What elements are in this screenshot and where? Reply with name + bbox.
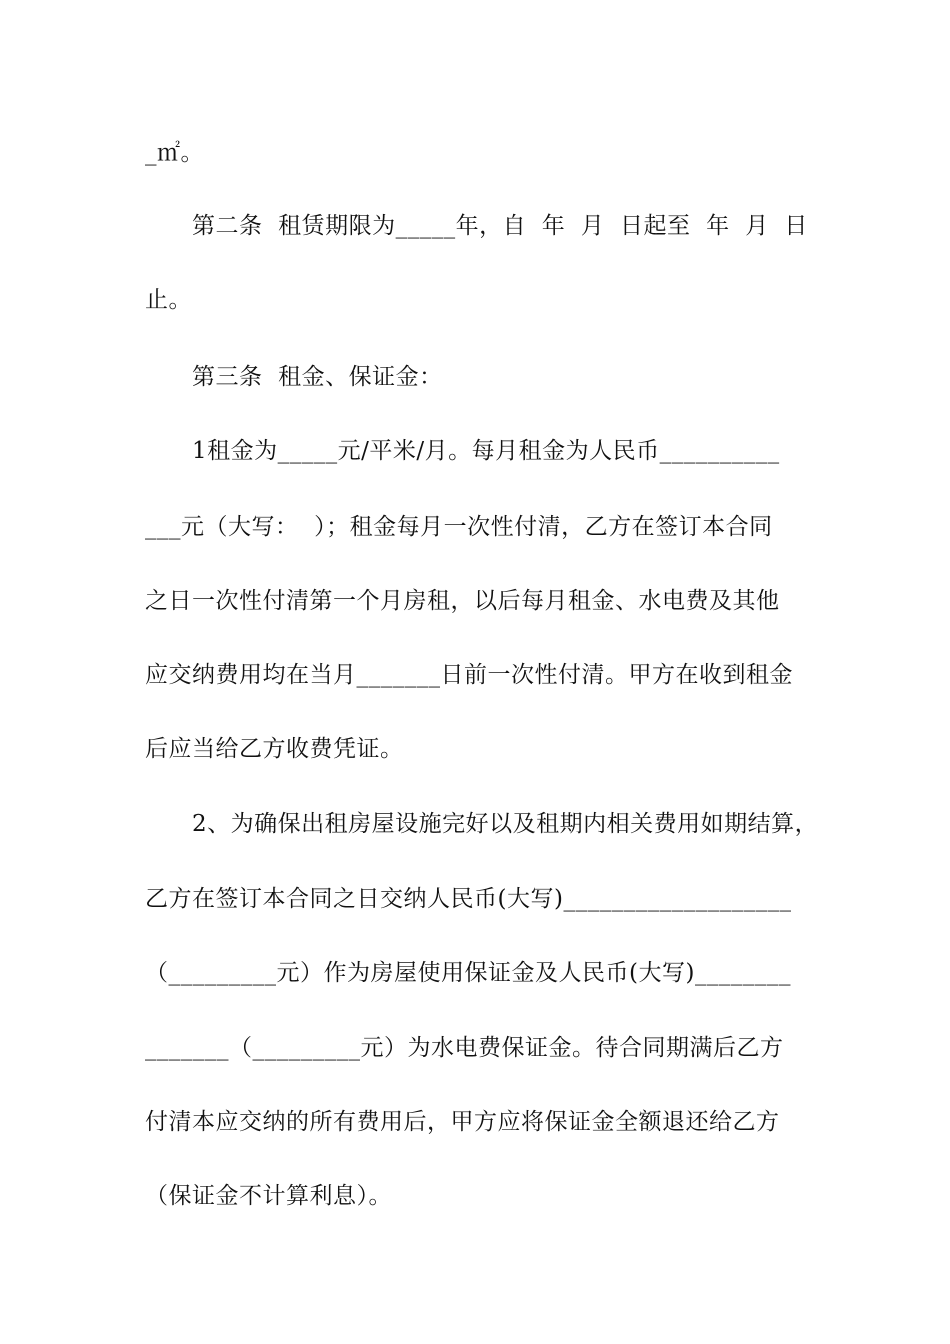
text-line-deposit-2: 乙方在签订本合同之日交纳人民币(大写)___________________	[145, 886, 792, 912]
text-line-deposit-5: 付清本应交纳的所有费用后，甲方应将保证金全额退还给乙方	[145, 1109, 780, 1135]
text-line-deposit-1: 2、为确保出租房屋设施完好以及租期内相关费用如期结算，	[192, 811, 819, 837]
text-line-rent-1: 1租金为_____元/平米/月。每月租金为人民币__________	[192, 438, 780, 464]
text-line-rent-5: 后应当给乙方收费凭证。	[145, 736, 404, 762]
text-line-rent-3: 之日一次性付清第一个月房租，以后每月租金、水电费及其他	[145, 588, 780, 614]
text-line-area-unit: _㎡。	[145, 140, 204, 166]
text-line-deposit-6: （保证金不计算利息）。	[145, 1183, 392, 1209]
text-line-deposit-4: _______（_________元）为水电费保证金。待合同期满后乙方	[145, 1035, 784, 1061]
text-line-article-3-heading: 第三条 租金、保证金：	[192, 364, 443, 390]
text-line-article-2-end: 止。	[145, 287, 192, 313]
text-line-deposit-3: （_________元）作为房屋使用保证金及人民币(大写)________	[145, 960, 791, 986]
text-line-rent-4: 应交纳费用均在当月_______日前一次性付清。甲方在收到租金	[145, 662, 793, 688]
text-line-article-2: 第二条 租赁期限为_____年，自 年 月 日起至 年 月 日	[192, 213, 808, 239]
text-line-rent-2: ___元（大写： ）；租金每月一次性付清，乙方在签订本合同	[145, 514, 773, 540]
